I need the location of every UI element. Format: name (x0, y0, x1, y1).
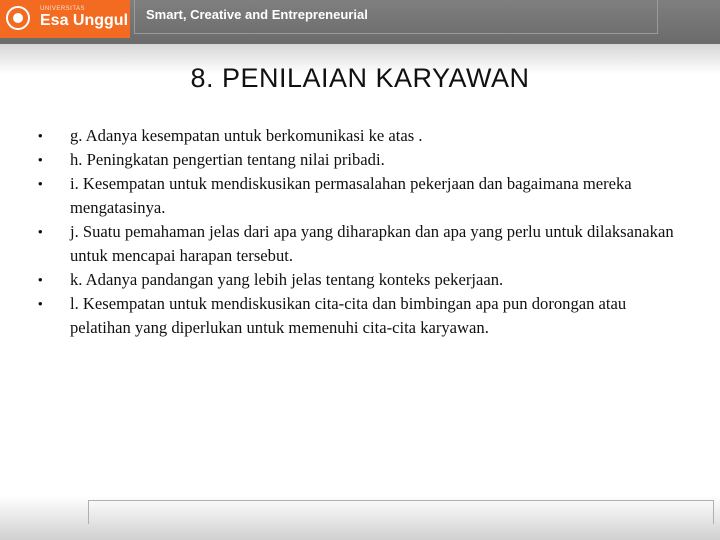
bullet-text: g. Adanya kesempatan untuk berkomunikasi ke atas . (70, 126, 423, 145)
bullet-item (38, 172, 678, 220)
bullet-item (38, 220, 678, 268)
bullet-item (38, 148, 678, 172)
bullet-item (38, 268, 678, 292)
bullet-marker: • (38, 176, 43, 191)
logo-name: Esa Unggul (40, 12, 129, 29)
bullet-list (38, 124, 678, 340)
bullet-marker: • (38, 152, 43, 167)
logo-subtext: UNIVERSITAS (40, 6, 86, 12)
bullet-marker: • (38, 128, 43, 143)
bullet-item (38, 124, 678, 148)
bullet-text: k. Adanya pandangan yang lebih jelas tentang konteks pekerjaan. (70, 270, 504, 289)
esa-unggul-logo-icon (6, 6, 30, 30)
bullet-marker: • (38, 296, 43, 311)
header-bar (0, 0, 720, 44)
bullet-text: j. Suatu pemahaman jelas dari apa yang diharapkan dan apa yang perlu untuk dilaksanakan untuk mencapai harapan tersebut. (70, 222, 674, 265)
bullet-text: l. Kesempatan untuk mendiskusikan cita-cita dan bimbingan apa pun dorongan atau pelatihan yang diperlukan untuk memenuhi cita-cita karyawan. (70, 294, 627, 337)
footer-frame-line (88, 500, 714, 524)
slide-title: 8. PENILAIAN KARYAWAN (190, 63, 530, 93)
bullet-marker: • (38, 272, 43, 287)
bullet-text: h. Peningkatan pengertian tentang nilai pribadi. (70, 150, 385, 169)
university-logo (0, 0, 130, 38)
bullet-item (38, 292, 678, 340)
tagline: Smart, Creative and Entrepreneurial (146, 7, 368, 22)
bullet-text: i. Kesempatan untuk mendiskusikan permasalahan pekerjaan dan bagaimana mereka mengatasinya. (70, 174, 632, 217)
bullet-marker: • (38, 224, 43, 239)
